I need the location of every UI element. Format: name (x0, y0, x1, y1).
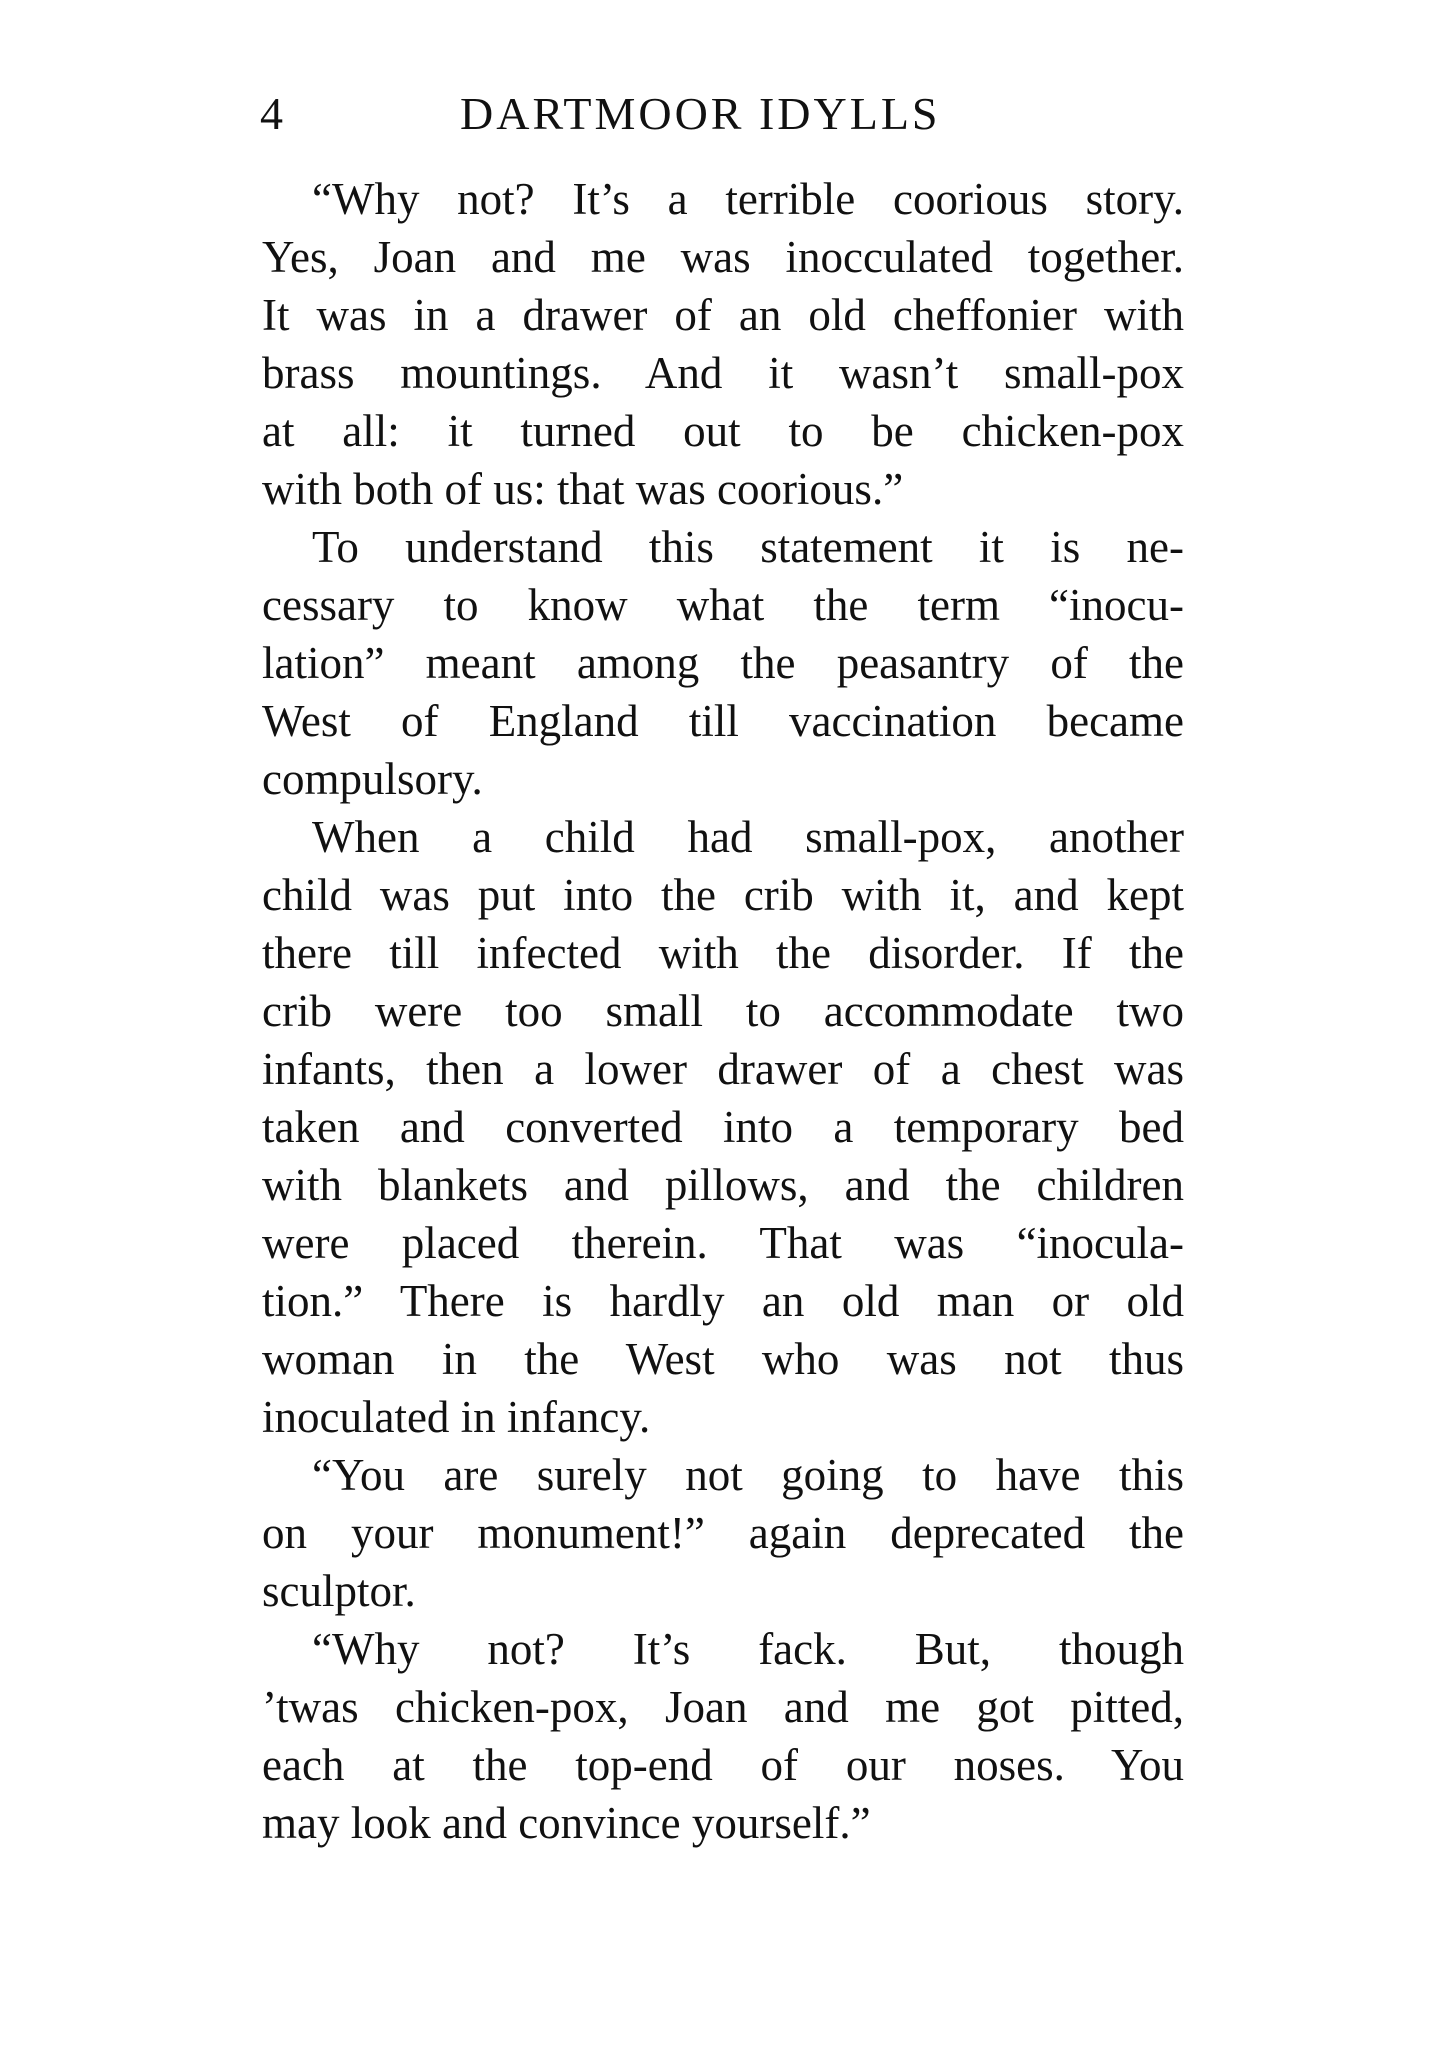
text-line: crib were too small to accommodate two (262, 986, 1184, 1036)
text-line: infants, then a lower drawer of a chest was (262, 1044, 1184, 1094)
text-line: Yes, Joan and me was inocculated together. (262, 232, 1184, 282)
text-line: To understand this statement it is ne- (312, 522, 1184, 572)
text-line: each at the top-end of our noses. You (262, 1740, 1184, 1790)
text-line: inoculated in infancy. (262, 1392, 651, 1442)
text-line: on your monument!” again deprecated the (262, 1508, 1184, 1558)
text-line: “Why not? It’s a terrible coorious story. (312, 174, 1184, 224)
page-header (260, 84, 1180, 144)
text-line: “You are surely not going to have this (312, 1450, 1184, 1500)
text-line: It was in a drawer of an old cheffonier with (262, 290, 1184, 340)
text-line: lation” meant among the peasantry of the (262, 638, 1184, 688)
text-line: with blankets and pillows, and the children (262, 1160, 1184, 1210)
text-line: child was put into the crib with it, and kept (262, 870, 1184, 920)
text-line: woman in the West who was not thus (262, 1334, 1184, 1384)
text-line: at all: it turned out to be chicken-pox (262, 406, 1184, 456)
running-title: DARTMOOR IDYLLS (460, 88, 941, 139)
text-line: West of England till vaccination became (262, 696, 1184, 746)
text-line: ’twas chicken-pox, Joan and me got pitted, (262, 1682, 1184, 1732)
text-line: cessary to know what the term “inocu- (262, 580, 1184, 630)
page-number: 4 (260, 88, 283, 139)
page-body (262, 170, 1184, 1852)
text-line: may look and convince yourself.” (262, 1798, 871, 1848)
text-line: there till infected with the disorder. If the (262, 928, 1184, 978)
text-line: brass mountings. And it wasn’t small-pox (262, 348, 1184, 398)
text-line: compulsory. (262, 754, 483, 804)
text-line: tion.” There is hardly an old man or old (262, 1276, 1184, 1326)
text-line: sculptor. (262, 1566, 416, 1616)
text-line: When a child had small-pox, another (312, 812, 1184, 862)
text-line: “Why not? It’s fack. But, though (312, 1624, 1184, 1674)
text-line: with both of us: that was coorious.” (262, 464, 904, 514)
text-line: taken and converted into a temporary bed (262, 1102, 1184, 1152)
text-line: were placed therein. That was “inocula- (262, 1218, 1184, 1268)
